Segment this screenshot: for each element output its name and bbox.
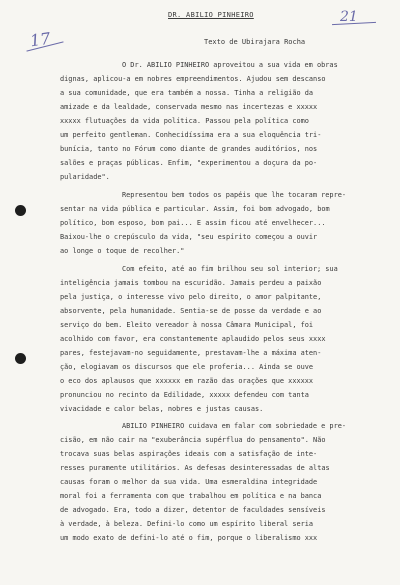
text-line: acolhido com favor, era constantemente aplaudido pelos seus xxxx [60,335,326,343]
text-line: inteligência jamais tombou na escuridão. Jamais perdeu a paixão [60,279,322,287]
text-line: serviço do bem. Eleito vereador à nossa Câmara Municipal, foi [60,321,314,329]
text-line: pares, festejavam-no seguidamente, prestavam-lhe a máxima aten- [60,349,322,357]
text-line: trocava suas belas aspirações ideais com a satisfação de inte- [60,450,318,458]
text-line: absorvente, pela humanidade. Sentia-se de posse da verdade e ao [60,307,322,315]
paragraph [60,419,385,545]
text-line: a sua comunidade, que era também a nossa. Tinha a religião da [60,89,314,97]
punch-hole [15,353,26,364]
text-line: Com efeito, até ao fim brilhou seu sol interior; sua [122,265,338,273]
text-line: ABILIO PINHEIRO cuidava em falar com sobriedade e pre- [122,422,347,430]
text-line: bunícia, tanto no Fórum como diante de grandes auditórios, nos [60,145,318,153]
text-line: causas foram o melhor da sua vida. Uma esmeraldina integridade [60,478,318,486]
text-line: salões e praças públicas. Enfim, "experimentou a doçura da po- [60,159,318,167]
text-line: pronunciou no recinto da Edilidade, xxxxx defendeu com tanta [60,391,309,399]
handwritten-page-number: 17 [28,28,52,51]
text-line: O Dr. ABILIO PINHEIRO aproveitou a sua vida em obras [122,61,338,69]
document-title: DR. ABILIO PINHEIRO [168,11,254,19]
text-line: político, bom esposo, bom pai... E assim ficou até envelhecer... [60,219,326,227]
text-line: Representou bem todos os papéis que lhe tocaram repre- [122,191,347,199]
text-line: de advogado. Era, todo a dizer, detentor de faculdades sensíveis [60,506,326,514]
handwritten-top-number: 21 [340,9,358,25]
punch-hole [15,205,26,216]
document-subtitle: Texto de Ubirajara Rocha [204,38,306,46]
text-line: pela justiça, o interesse vivo pelo direito, o amor palpitante, [60,293,322,301]
text-line: moral foi a ferramenta com que trabalhou em política e na banca [60,492,322,500]
text-line: Baixou-lhe o crepúsculo da vida, "seu espírito começou a ouvir [60,233,318,241]
text-line: xxxxx flutuações da vida política. Passou pela política como [60,117,309,125]
paragraph [60,58,385,184]
text-line: cisão, em não cair na "exuberância supérflua do pensamento". Não [60,436,326,444]
text-line: ao longe o toque de recolher." [60,247,185,255]
text-line: sentar na vida pública e particular. Assim, foi bom advogado, bom [60,205,330,213]
paragraph [60,262,385,416]
text-line: um modo exato de defini-lo até o fim, porque o liberalismo xxx [60,534,318,542]
paragraph [60,188,385,258]
text-line: à verdade, à beleza. Defini-lo como um espírito liberal seria [60,520,314,528]
text-line: dignas, aplicou-a em nobres empreendimentos. Ajudou sem descanso [60,75,326,83]
text-line: vivacidade e calor belas, nobres e justas causas. [60,405,264,413]
text-line: o eco dos aplausos que xxxxxx em razão das orações que xxxxxx [60,377,314,385]
text-line: pularidade". [60,173,110,181]
text-line: resses puramente utilitários. As defesas desinteressadas de altas [60,464,330,472]
text-line: amizade e da lealdade, conservada mesmo nas incertezas e xxxxx [60,103,318,111]
text-line: um perfeito gentleman. Conhecidíssima era a sua eloquência tri- [60,131,322,139]
text-line: ção, elogiavam os discursos que ele proferia... Ainda se ouve [60,363,314,371]
